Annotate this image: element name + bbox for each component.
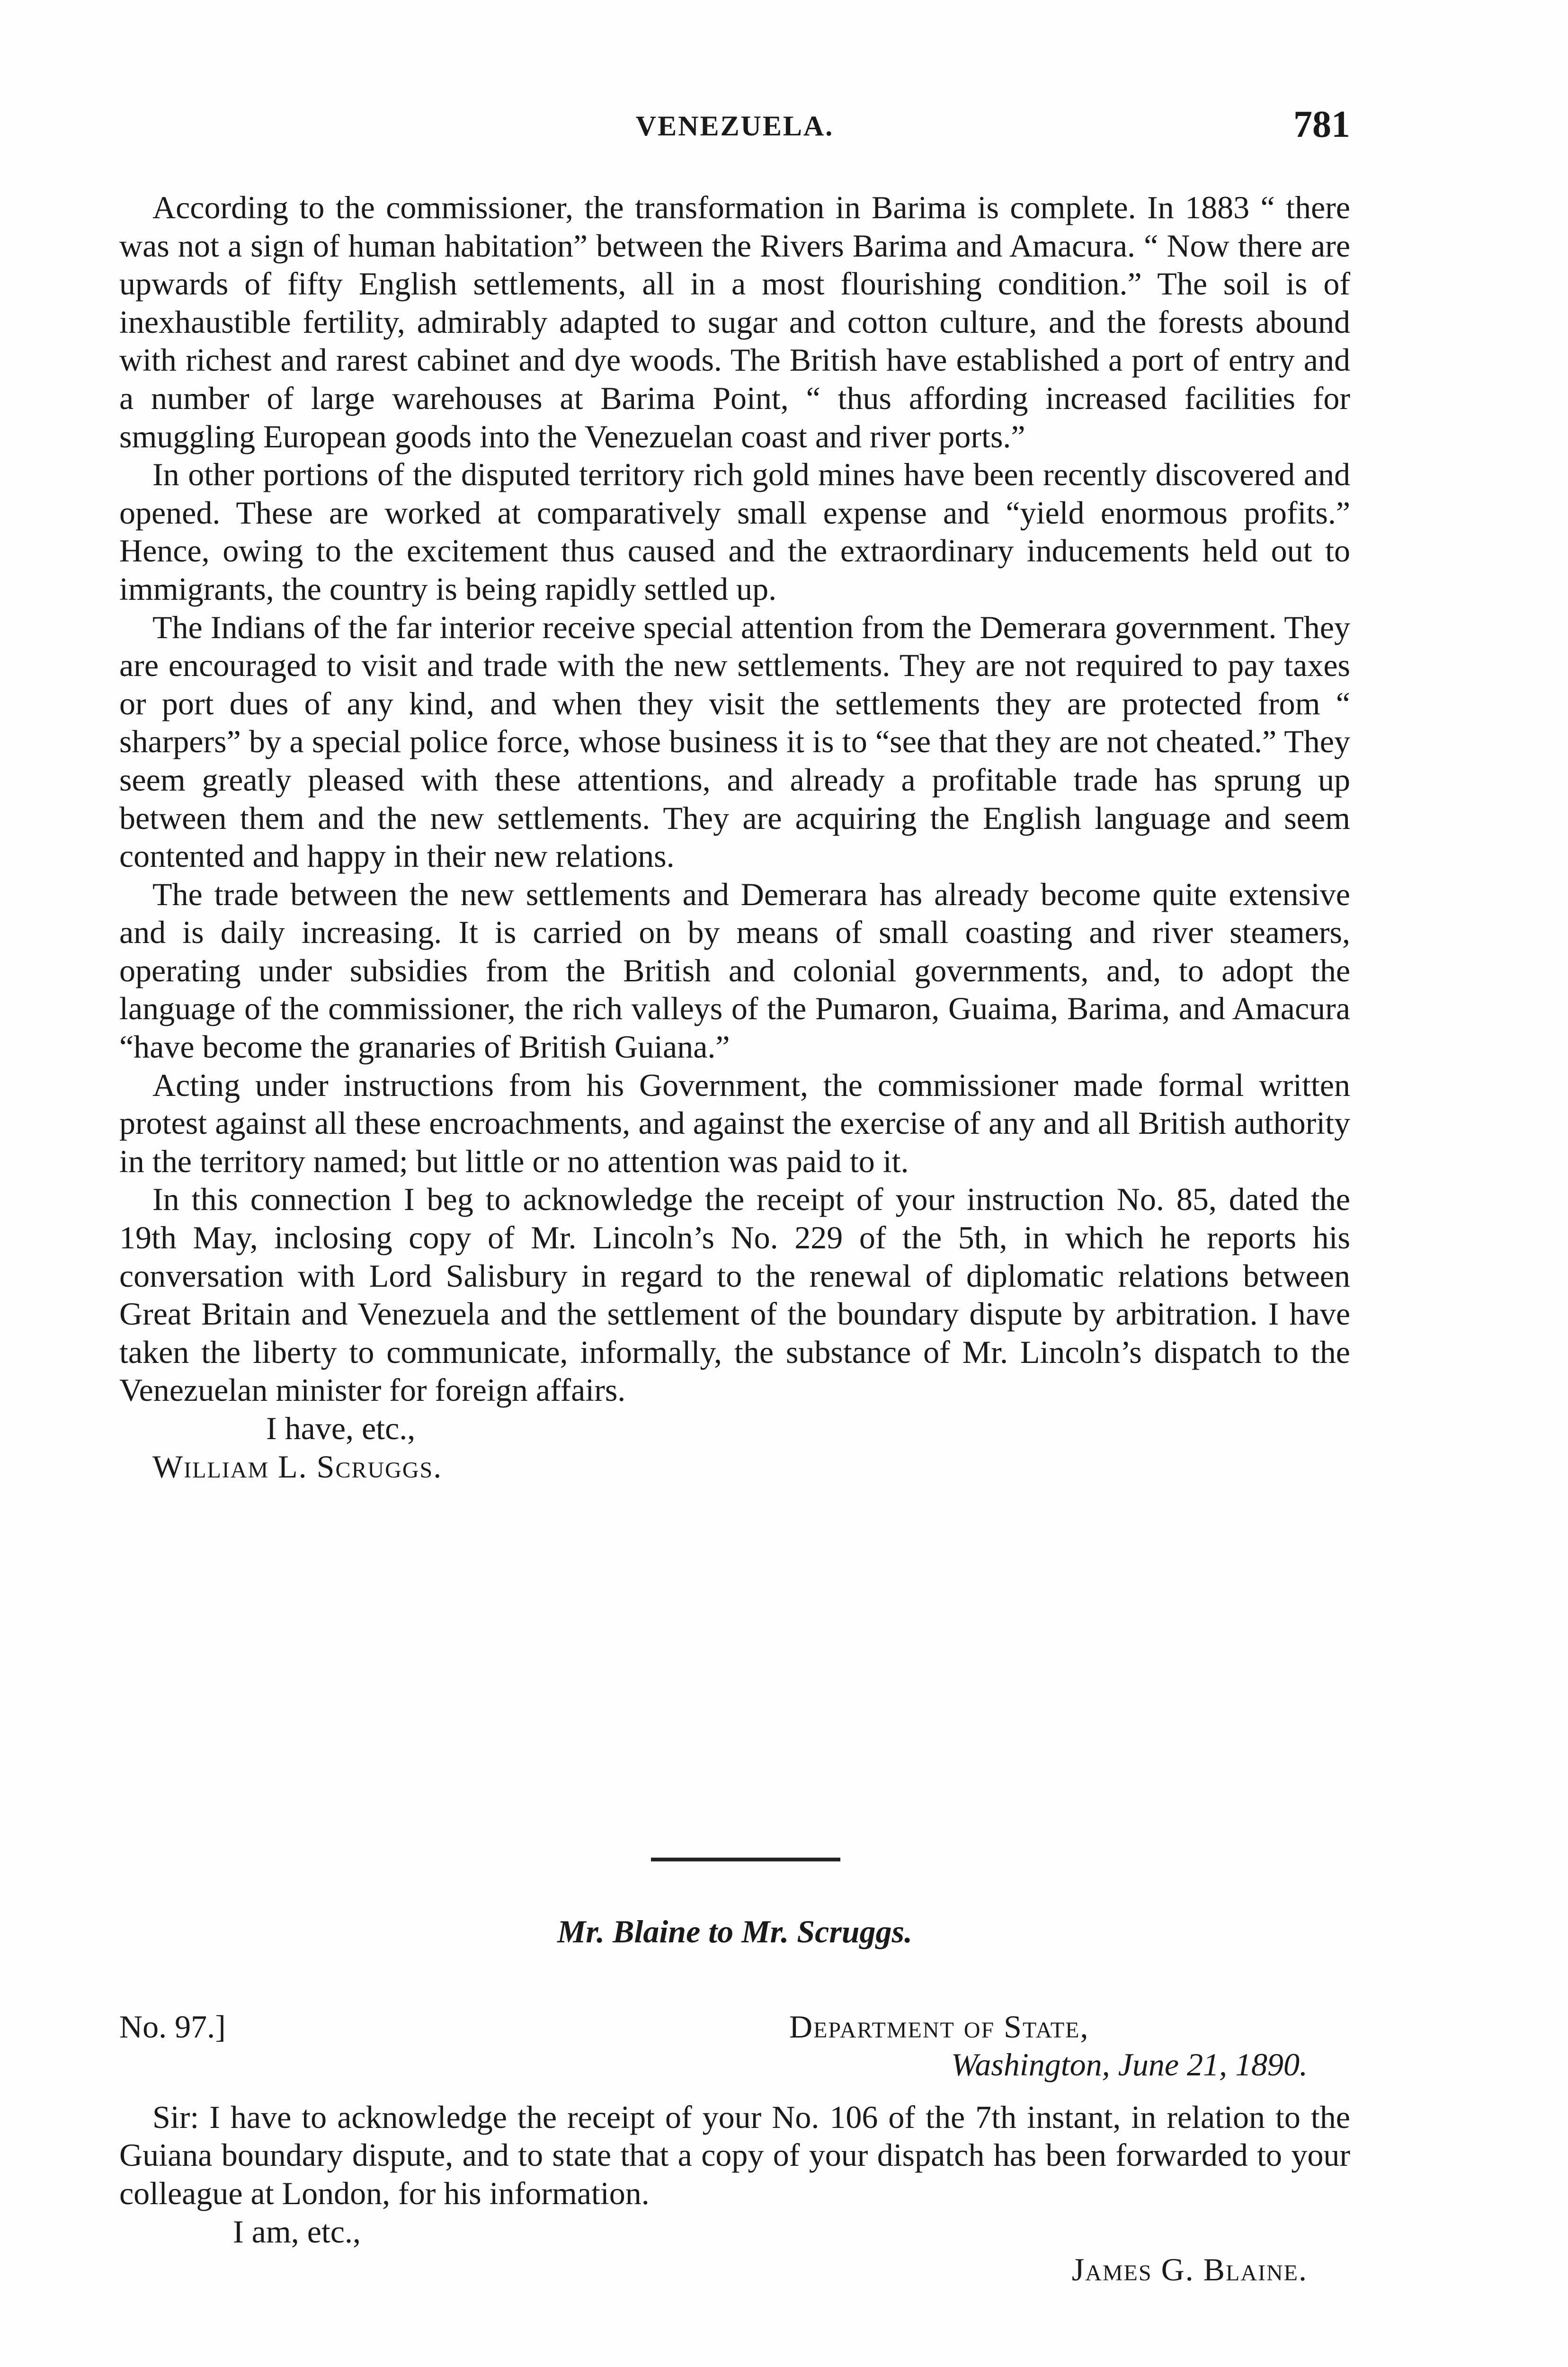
dispatch-body <box>119 188 1350 1486</box>
signature: James G. Blaine. <box>1071 2251 1308 2288</box>
department-name: Department of State, <box>789 2008 1089 2045</box>
letter-heading: Mr. Blaine to Mr. Scruggs. <box>557 1913 913 1949</box>
page-header <box>119 104 1350 157</box>
dispatch-number: No. 97.] <box>119 2008 226 2045</box>
paragraph: In this connection I beg to acknowledge the receipt of your instruction No. 85, dated the 19th May, inclosing copy of Mr. Lincoln’s No. 229 of the 5th, in which he reports his conversation with Lord Salisbury in regard to the renewal of diplomatic relations between Great Britain and Venezuela and the settlement of the boundary dispute by arbitration. I have taken the liberty to communicate, informally, the substance of Mr. Lincoln’s dispatch to the Venezuelan minister for foreign affairs. <box>119 1181 1350 1408</box>
page-number: 781 <box>1293 104 1350 145</box>
paragraph: The Indians of the far interior receive special attention from the Demerara government. They are encouraged to visit and trade with the new settlements. They are not required to pay taxes or port dues of any kind, and when they visit the settlements they are protected from “ sharpers” by a special police force, whose business it is to “see that they are not cheated.” They seem greatly pleased with these attentions, and already a profitable trade has sprung up between them and the new settlements. They are acquiring the English language and seem contented and happy in their new relations. <box>119 609 1350 874</box>
signature: William L. Scruggs. <box>152 1448 443 1485</box>
section-divider <box>651 1858 840 1861</box>
paragraph: The trade between the new settlements and Demerara has already become quite extensive and is daily increasing. It is carried on by means of small coasting and river steamers, operating under subsidies from the British and colonial governments, and, to adopt the language of the commissioner, the rich valleys of the Pumaron, Guaima, Barima, and Amacura “have become the granaries of British Guiana.” <box>119 876 1350 1065</box>
running-title: VENEZUELA. <box>635 110 834 142</box>
closing-formula: I have, etc., <box>266 1410 416 1446</box>
paragraph: According to the commissioner, the transformation in Barima is complete. In 1883 “ there was not a sign of human habitation” between the Rivers Barima and Amacura. “ Now there are upwards of fifty English settlements, all in a most flourishing condition.” The soil is of inexhaustible fertility, admirably adapted to sugar and cotton culture, and the forests abound with richest and rarest cabinet and dye woods. The British have established a port of entry and a number of large warehouses at Barima Point, “ thus affording increased facilities for smuggling European goods into the Venezuelan coast and river ports.” <box>119 189 1350 454</box>
letter-body: Sir: I have to acknowledge the receipt of your No. 106 of the 7th instant, in relation to the Guiana boundary dispute, and to state that a copy of your dispatch has been forwarded to your colleague at London, for his information. <box>119 2099 1350 2211</box>
address-row <box>119 2008 1350 2046</box>
dateline: Washington, June 21, 1890. <box>951 2047 1308 2083</box>
paragraph: In other portions of the disputed territory rich gold mines have been recently discovered and opened. These are worked at comparatively small expense and “yield enormous profits.” Hence, owing to the excitement thus caused and the extraordinary inducements held out to immigrants, the country is being rapidly settled up. <box>119 456 1350 607</box>
paragraph: Acting under instructions from his Government, the commissioner made formal written protest against all these encroachments, and against the exercise of any and all British authority in the territory named; but little or no attention was paid to it. <box>119 1067 1350 1179</box>
closing-formula: I am, etc., <box>233 2213 361 2250</box>
letter-section <box>119 1913 1350 2289</box>
